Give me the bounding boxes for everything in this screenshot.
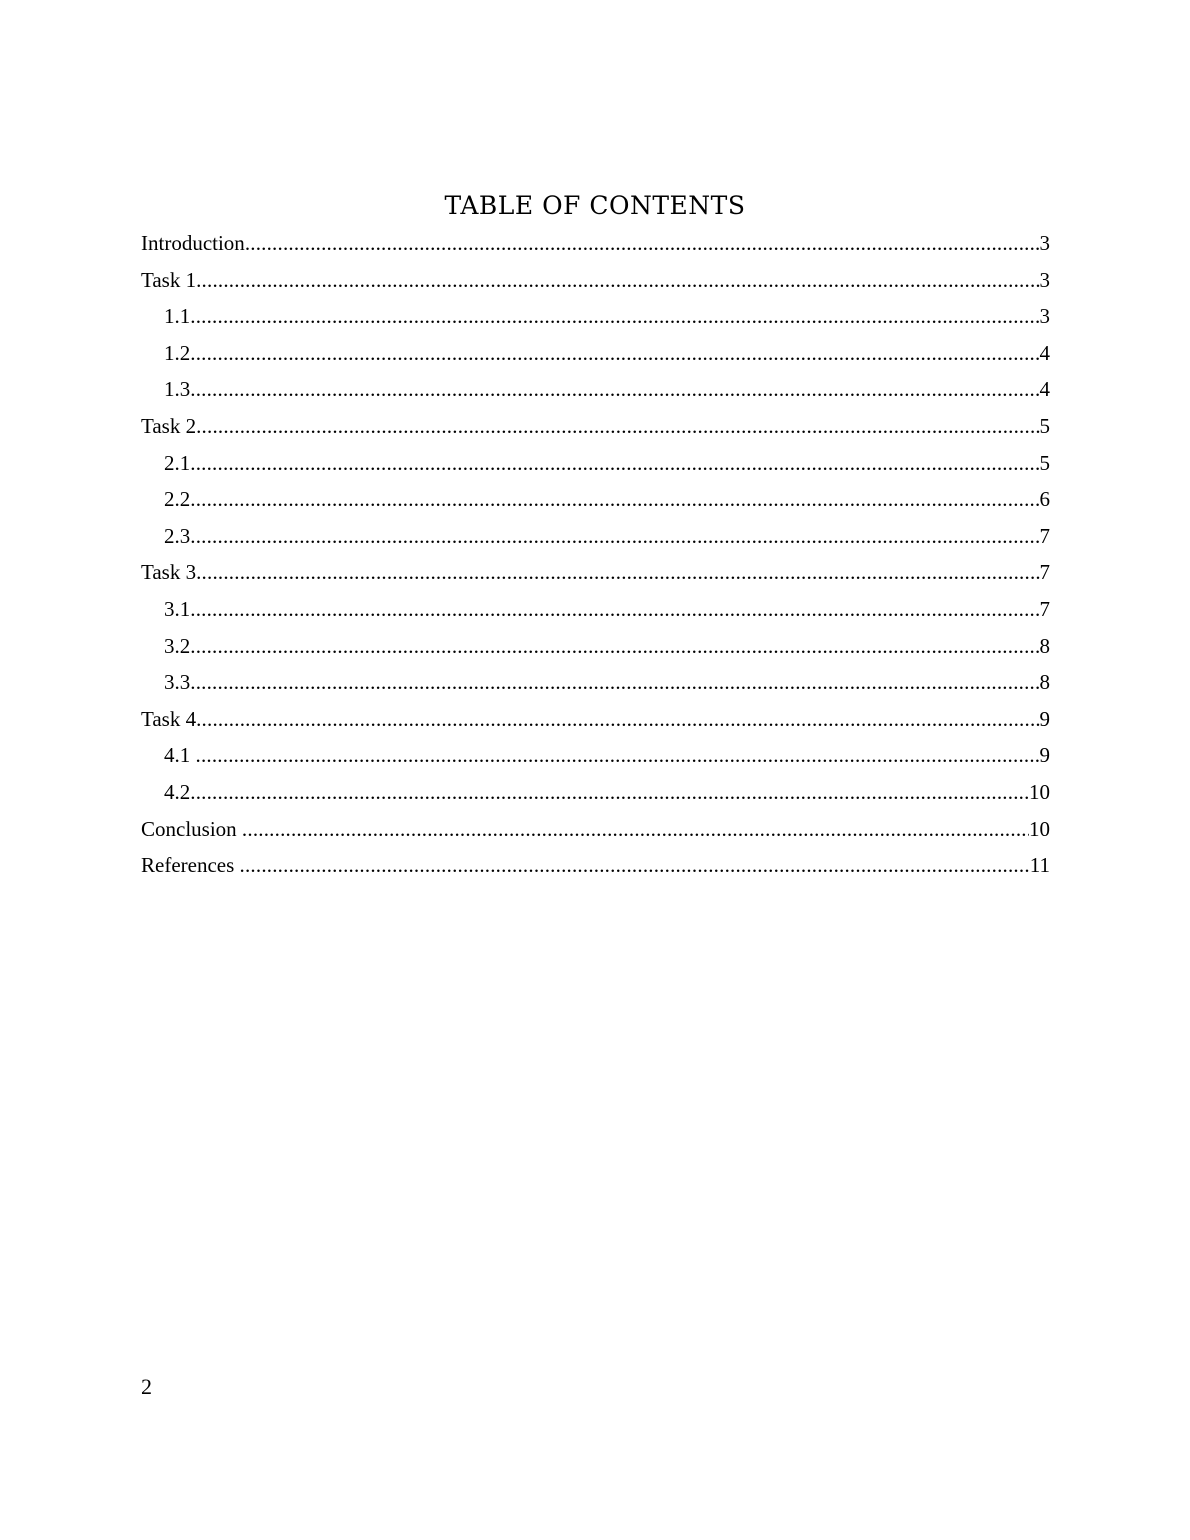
toc-entry-page: 3 — [1039, 304, 1050, 329]
toc-entry-page: 5 — [1039, 450, 1050, 475]
toc-entry-page: 5 — [1039, 413, 1050, 438]
toc-dot-leader — [190, 774, 1029, 811]
toc-dot-leader — [242, 811, 1029, 848]
toc-entry-label: Introduction — [141, 231, 245, 255]
toc-entry-conclusion[interactable] — [141, 811, 1050, 848]
toc-entry-label: 1.3 — [164, 377, 191, 402]
toc-entry-label: Task 2 — [141, 413, 197, 438]
toc-entry-label: 4.2 — [164, 779, 191, 804]
toc-entry-3-3[interactable] — [141, 664, 1050, 701]
toc-entry-label: 3.3 — [164, 670, 191, 695]
toc-entry-introduction[interactable] — [141, 225, 1050, 262]
toc-dot-leader — [196, 737, 1040, 774]
toc-entry-page: 7 — [1039, 523, 1050, 548]
toc-entry-page: 4 — [1039, 377, 1050, 402]
toc-entry-page: 7 — [1039, 560, 1050, 585]
toc-entry-4-2[interactable] — [141, 774, 1050, 811]
toc-entry-page: 10 — [1029, 779, 1050, 804]
toc-entry-task-4[interactable] — [141, 701, 1050, 738]
toc-entry-page: 3 — [1039, 231, 1050, 255]
toc-entry-references[interactable] — [141, 847, 1050, 884]
toc-entry-page: 4 — [1039, 340, 1050, 365]
page-number: 2 — [141, 1374, 152, 1399]
toc-dot-leader — [190, 591, 1039, 628]
toc-entry-1-3[interactable] — [141, 371, 1050, 408]
toc-entry-page: 8 — [1039, 633, 1050, 658]
toc-list — [141, 225, 1050, 884]
toc-entry-page: 9 — [1039, 706, 1050, 731]
toc-entry-task-1[interactable] — [141, 262, 1050, 299]
toc-entry-page: 7 — [1039, 596, 1050, 621]
toc-entry-2-3[interactable] — [141, 518, 1050, 555]
toc-dot-leader — [240, 847, 1030, 884]
toc-dot-leader — [196, 554, 1039, 591]
toc-entry-page: 8 — [1039, 670, 1050, 695]
toc-dot-leader — [196, 408, 1039, 445]
toc-dot-leader — [190, 664, 1039, 701]
toc-entry-page: 10 — [1029, 816, 1050, 841]
toc-dot-leader — [190, 371, 1039, 408]
toc-dot-leader — [190, 445, 1039, 482]
toc-entry-label: 2.2 — [164, 487, 191, 512]
toc-dot-leader — [196, 701, 1039, 738]
toc-entry-label: Task 1 — [141, 267, 197, 292]
toc-entry-task-3[interactable] — [141, 554, 1050, 591]
toc-entry-label: References — [141, 853, 240, 878]
toc-dot-leader — [245, 225, 1040, 262]
toc-entry-label: 1.2 — [164, 340, 191, 365]
toc-dot-leader — [196, 262, 1039, 299]
toc-dot-leader — [190, 628, 1039, 665]
toc-entry-4-1[interactable] — [141, 737, 1050, 774]
toc-entry-label: Task 4 — [141, 706, 197, 731]
toc-entry-label: 3.1 — [164, 596, 191, 621]
toc-dot-leader — [190, 335, 1039, 372]
toc-entry-task-2[interactable] — [141, 408, 1050, 445]
toc-entry-label: 3.2 — [164, 633, 191, 658]
toc-dot-leader — [190, 481, 1039, 518]
toc-entry-1-1[interactable] — [141, 298, 1050, 335]
toc-entry-3-1[interactable] — [141, 591, 1050, 628]
toc-entry-page: 6 — [1039, 487, 1050, 512]
toc-entry-label: 1.1 — [164, 304, 191, 329]
toc-entry-label: 2.1 — [164, 450, 191, 475]
toc-entry-page: 11 — [1029, 853, 1050, 878]
toc-entry-2-2[interactable] — [141, 481, 1050, 518]
toc-entry-1-2[interactable] — [141, 335, 1050, 372]
toc-entry-3-2[interactable] — [141, 628, 1050, 665]
toc-entry-label: 4.1 — [164, 743, 196, 768]
toc-entry-page: 9 — [1039, 743, 1050, 768]
toc-entry-label: 2.3 — [164, 523, 191, 548]
toc-dot-leader — [190, 518, 1039, 555]
toc-entry-page: 3 — [1039, 267, 1050, 292]
toc-dot-leader — [190, 298, 1039, 335]
toc-title: TABLE OF CONTENTS — [444, 191, 746, 220]
toc-entry-label: Conclusion — [141, 816, 242, 841]
toc-entry-2-1[interactable] — [141, 445, 1050, 482]
toc-entry-label: Task 3 — [141, 560, 197, 585]
